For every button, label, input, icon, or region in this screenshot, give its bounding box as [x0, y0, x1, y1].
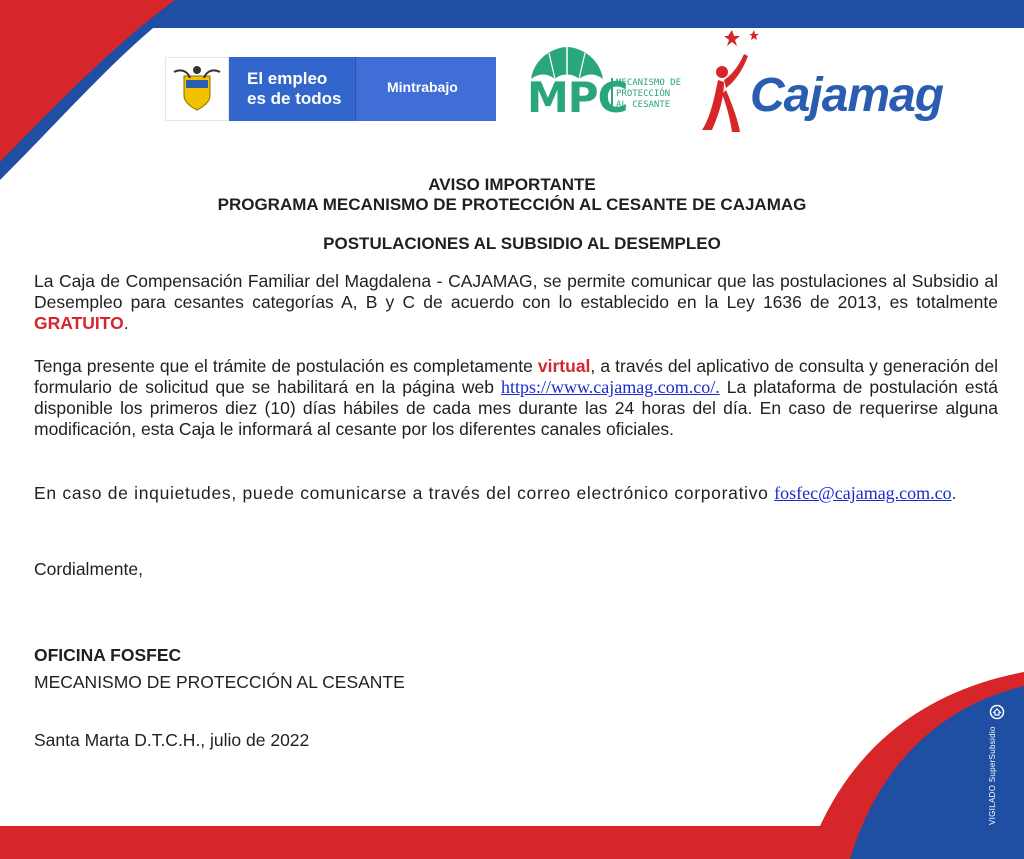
vigilado-supersubsidio: VIGILADO SuperSubsidio — [988, 726, 997, 825]
virtual-highlight: virtual — [537, 356, 591, 376]
paragraph-contact — [34, 483, 998, 504]
coat-of-arms-icon — [165, 57, 229, 121]
signature-program: MECANISMO DE PROTECCIÓN AL CESANTE — [34, 672, 405, 692]
p1-text: La Caja de Compensación Familiar del Magdalena - CAJAMAG, se permite comunicar que las postulaciones al Subsidio al Desempleo para cesantes categorías A, B y C de acuerdo con lo establecido en la Ley 1636 de 2013, es totalmente — [34, 271, 998, 312]
p3-text: En caso de inquietudes, puede comunicarse a través del correo electrónico corporativo — [34, 483, 775, 503]
cajamag-wordmark: Cajamag — [750, 69, 944, 122]
mpc-abbr: MPC — [527, 73, 628, 122]
paragraph-virtual — [34, 356, 998, 440]
gov-logo-line2: es de todos — [247, 89, 342, 108]
supersubsidio-icon — [989, 704, 1005, 720]
mpc-subtitle: MECANISMO DE PROTECCIÓN AL CESANTE — [611, 78, 696, 111]
program-title: PROGRAMA MECANISMO DE PROTECCIÓN AL CESANTE DE CAJAMAG — [217, 195, 807, 214]
closing: Cordialmente, — [34, 559, 143, 579]
notice-title: AVISO IMPORTANTE — [428, 175, 596, 194]
website-link[interactable]: https://www.cajamag.com.co/. — [500, 377, 720, 397]
cajamag-logo — [698, 30, 998, 135]
mintrabajo-logo — [165, 57, 495, 121]
signature-office: OFICINA FOSFEC — [34, 645, 182, 665]
p3-end: . — [951, 483, 958, 503]
p2-end: La plataforma de postulación está disponible los primeros diez (10) días hábiles de cada mes durante las 24 horas del día. En caso de requerirse alguna modificación, esta Caja le informará al cesante por los diferentes canales oficiales. — [34, 377, 998, 439]
email-link[interactable]: fosfec@cajamag.com.co — [774, 483, 952, 503]
gov-logo-ministry: Mintrabajo — [387, 79, 458, 95]
place-date: Santa Marta D.T.C.H., julio de 2022 — [34, 730, 310, 750]
gov-logo-line1: El empleo — [247, 69, 328, 88]
gratuito-highlight: GRATUITO — [34, 313, 124, 333]
paragraph-gratuito — [34, 271, 998, 334]
p2-text: Tenga presente que el trámite de postulación es completamente — [34, 356, 538, 376]
subject-title: POSTULACIONES AL SUBSIDIO AL DESEMPLEO — [323, 234, 721, 253]
p2-mid: , a través del aplicativo de consulta y generación del formulario de solicitud que se habilitará en la página web — [34, 356, 998, 397]
p1-end: . — [123, 313, 129, 333]
mpc-logo — [527, 45, 687, 125]
